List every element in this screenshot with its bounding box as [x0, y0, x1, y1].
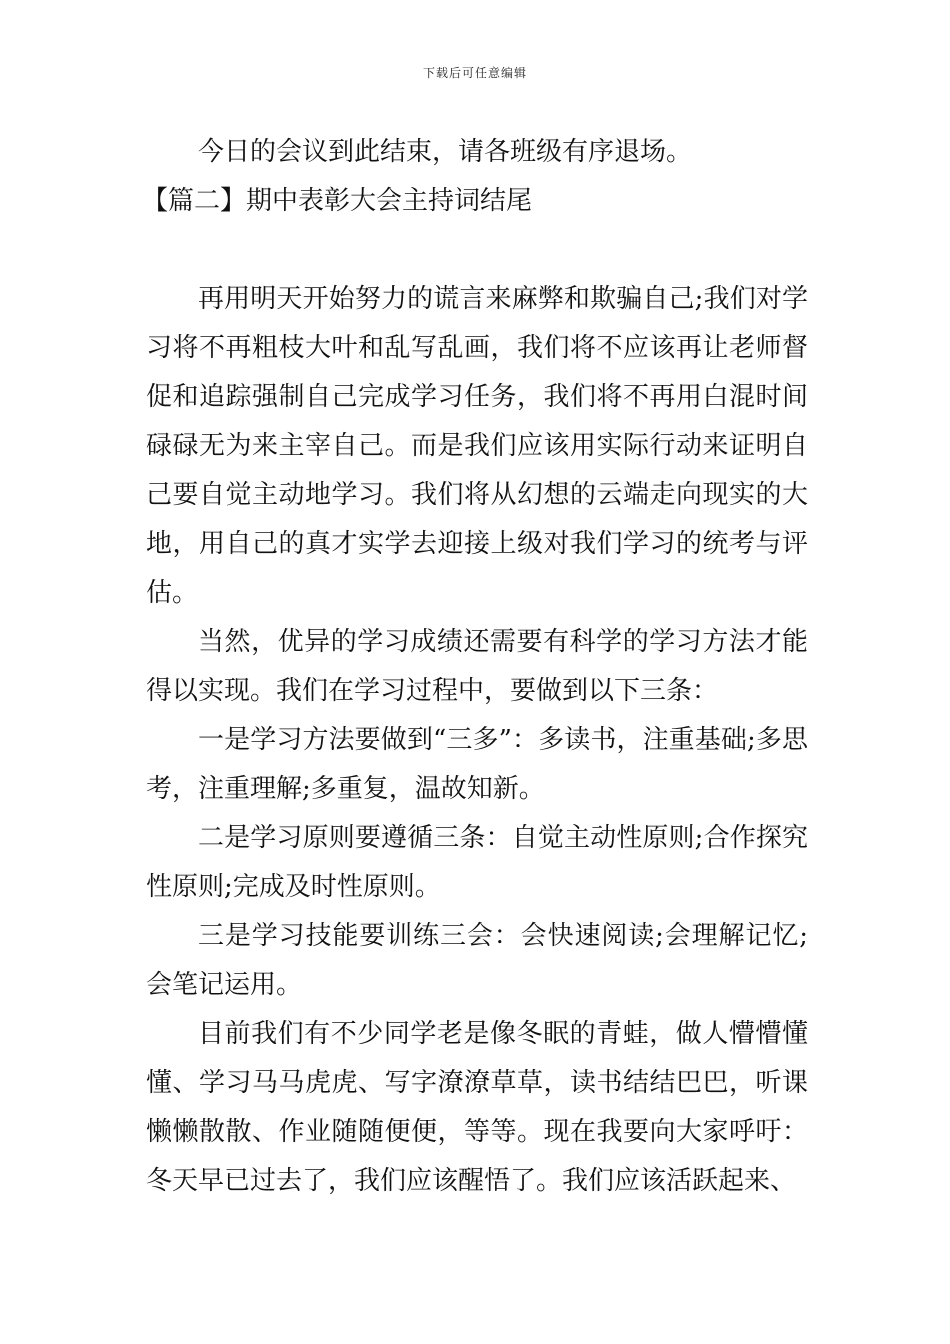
body-paragraph-3: 一是学习方法要做到“三多”：多读书，注重基础;多思考，注重理解;多重复，温故知新。: [146, 725, 808, 804]
closing-paragraph: 今日的会议到此结束，请各班级有序退场。: [198, 137, 693, 167]
body-paragraph-4: 二是学习原则要遵循三条：自觉主动性原则;合作探究性原则;完成及时性原则。: [146, 823, 808, 902]
body-paragraph-2: 当然，优异的学习成绩还需要有科学的学习方法才能得以实现。我们在学习过程中，要做到以下三条：: [146, 627, 808, 706]
body-paragraph-5: 三是学习技能要训练三会：会快速阅读;会理解记忆;会笔记运用。: [146, 921, 808, 1000]
body-paragraph-6: 目前我们有不少同学老是像冬眠的青蛙，做人懵懵懂懂、学习马马虎虎、写字潦潦草草，读书结结巴巴，听课懒懒散散、作业随随便便，等等。现在我要向大家呼吁：冬天早已过去了，我们应该醒悟了。我们应该活跃起来、: [146, 1019, 808, 1196]
blank-line: [146, 226, 808, 275]
document-body: [142, 128, 808, 1206]
page-header: 下载后可任意编辑: [422, 66, 527, 80]
section-title: 【篇二】期中表彰大会主持词结尾: [142, 186, 533, 216]
body-paragraph-1: 再用明天开始努力的谎言来麻弊和欺骗自己;我们对学习将不再粗枝大叶和乱写乱画，我们将不应该再让老师督促和追踪强制自己完成学习任务，我们将不再用白混时间碌碌无为来主宰自己。而是我们应该用实际行动来证明自己要自觉主动地学习。我们将从幻想的云端走向现实的大地，用自己的真才实学去迎接上级对我们学习的统考与评估。: [146, 284, 808, 608]
